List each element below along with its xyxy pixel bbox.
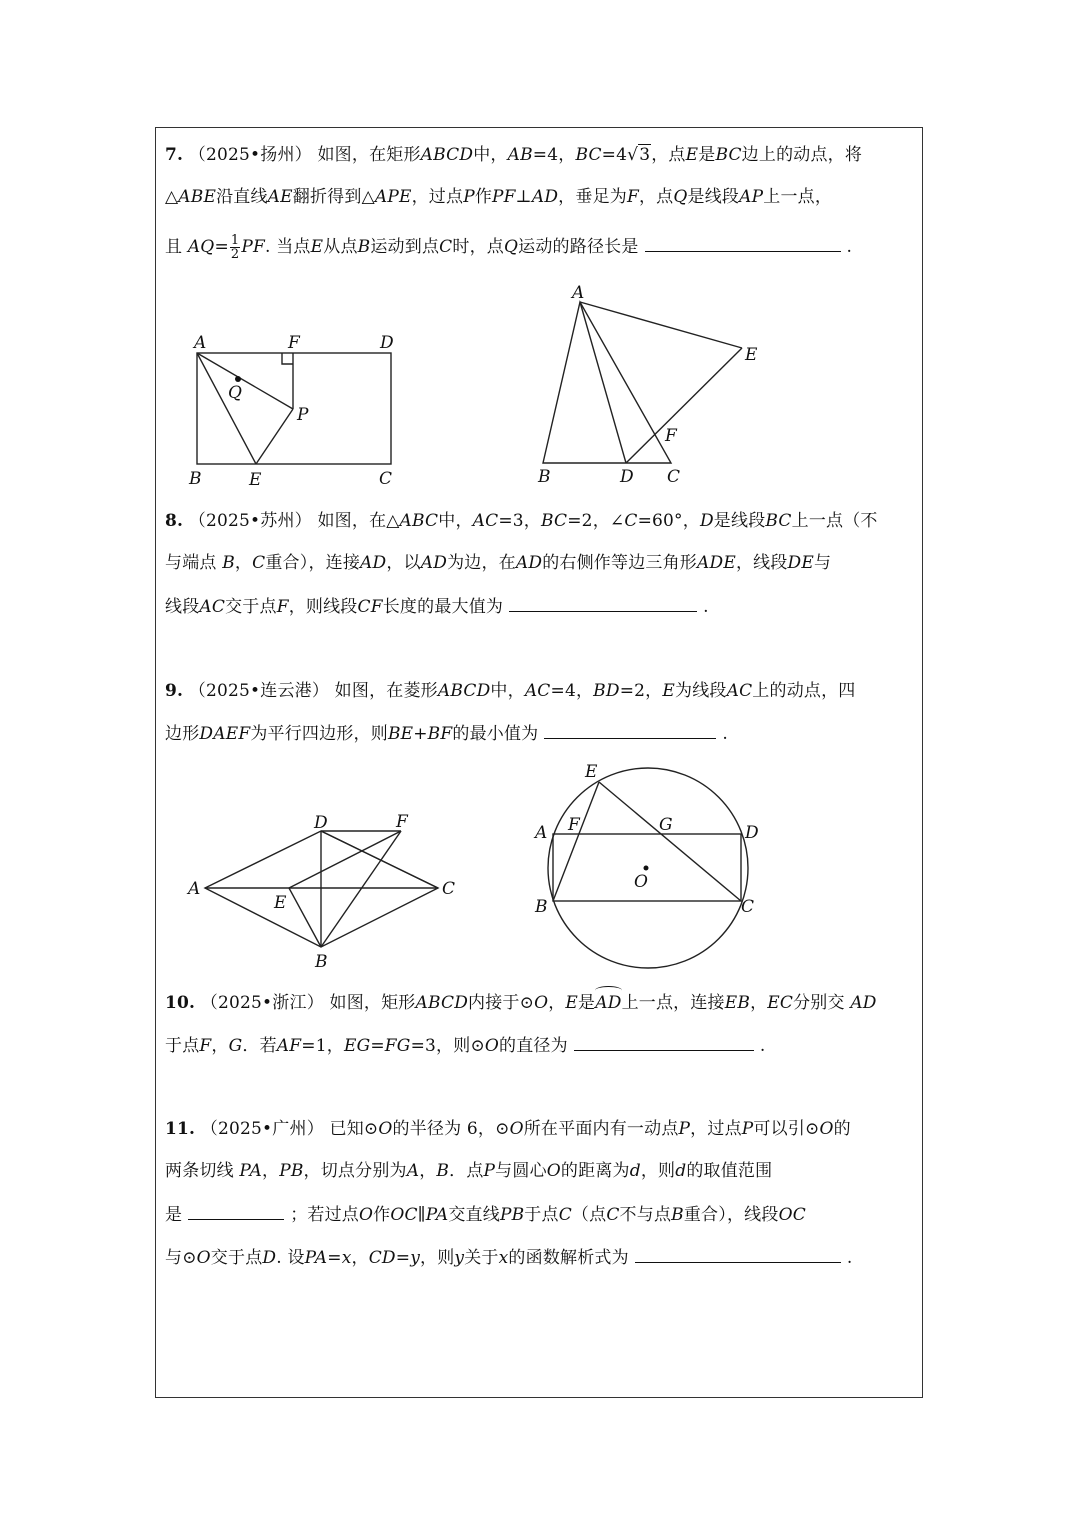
q10-text: 是 xyxy=(578,993,596,1013)
q10-text: 的直径为 xyxy=(499,1036,568,1056)
q11-text: P xyxy=(483,1161,496,1181)
q7-text: ，过点 xyxy=(411,187,464,207)
q9-label-C: C xyxy=(442,879,456,899)
q8-text: AD xyxy=(420,553,448,573)
q9-label-A: A xyxy=(188,879,201,899)
q7-text: 是 xyxy=(698,145,716,165)
q11-text: A xyxy=(406,1161,420,1181)
q10-text: ， xyxy=(750,993,768,1013)
q8-label-F: F xyxy=(665,426,677,446)
q7-text: =4 xyxy=(601,145,628,165)
q11-text: 的取值范围 xyxy=(686,1161,773,1181)
q7-text: . xyxy=(846,237,853,257)
q11-text: B xyxy=(671,1205,684,1225)
q11-text: OC xyxy=(778,1205,806,1225)
q11-text: D xyxy=(262,1248,277,1268)
q7-text: E xyxy=(685,145,699,165)
q7-text: C xyxy=(439,237,453,257)
q7-text: PF xyxy=(241,237,266,257)
q7-text: . 当点 xyxy=(265,237,311,257)
q11-text: 于点 xyxy=(524,1205,559,1225)
q10-figure-background xyxy=(535,760,760,970)
q11-text: O xyxy=(378,1119,393,1139)
q10-label-A: A xyxy=(535,823,548,843)
q11-text: ；若过点 xyxy=(290,1205,360,1225)
q10-text: F xyxy=(199,1036,212,1056)
q7-text: E xyxy=(310,237,324,257)
q11-text: 的 xyxy=(833,1119,851,1139)
q11-line-3 xyxy=(165,1203,806,1226)
q9-text: BE+BF xyxy=(387,724,453,744)
q10-label-O: O xyxy=(634,872,648,892)
q11-text: 的半径为 6，⊙ xyxy=(392,1119,510,1139)
q7-text: 中， xyxy=(473,145,508,165)
q11-text: O xyxy=(509,1119,524,1139)
q11-text: C xyxy=(558,1205,572,1225)
q7-text: 上一点， xyxy=(763,187,833,207)
q10-label-F: F xyxy=(568,815,580,835)
q8-text: 与 xyxy=(814,553,832,573)
q9-text: 如图，在菱形 xyxy=(334,681,438,701)
q7-label-A: A xyxy=(194,333,207,353)
q10-line-2 xyxy=(165,1034,765,1057)
q11-text: P xyxy=(741,1119,754,1139)
q10-segment-EB xyxy=(553,782,599,901)
q7-text: AD xyxy=(531,187,559,207)
q8-text: AC xyxy=(472,511,499,531)
q10-text: 于点 xyxy=(165,1036,200,1056)
q8-text: ， xyxy=(234,553,253,573)
q11-text: PA xyxy=(239,1161,262,1181)
q10-text: 分别交 xyxy=(793,993,845,1013)
q8-text: CF xyxy=(357,597,383,617)
q10-text: ABCD xyxy=(415,993,469,1013)
q11-text: 两条切线 xyxy=(165,1161,234,1181)
q8-text: ADE xyxy=(697,553,736,573)
q7-label-F: F xyxy=(288,333,300,353)
q11-text: B xyxy=(436,1161,450,1181)
q9-text: =4， xyxy=(550,681,594,701)
q9-text: BD xyxy=(593,681,620,701)
q11-text: ， xyxy=(261,1161,280,1181)
q10-text: 上一点，连接 xyxy=(621,993,725,1013)
q8-text: AC xyxy=(199,597,226,617)
q10-text: EG xyxy=(343,1036,371,1056)
q11-text: 可以引⊙ xyxy=(753,1119,820,1139)
q11-text: 不与点 xyxy=(619,1205,672,1225)
q10-text: =3，则⊙ xyxy=(410,1036,485,1056)
q7-text: 运动的路径长是 xyxy=(518,237,639,257)
q7-text: Q xyxy=(673,187,688,207)
q8-text: ，以 xyxy=(386,553,421,573)
q11-text: 重合），线段 xyxy=(683,1205,779,1225)
q7-fraction-numerator: 1 xyxy=(230,233,240,248)
q9-text: 上的动点，四 xyxy=(752,681,856,701)
q11-text: 与⊙ xyxy=(165,1248,197,1268)
q8-text: =60°， xyxy=(637,511,700,531)
q10-text: = xyxy=(370,1036,385,1056)
q8-text: 如图，在△ xyxy=(317,511,400,531)
q11-text: 已知⊙ xyxy=(329,1119,379,1139)
q11-text: ，则 xyxy=(420,1248,455,1268)
q9-text: =2， xyxy=(619,681,663,701)
q8-text: ，则线段 xyxy=(288,597,358,617)
q8-label-B: B xyxy=(538,467,551,487)
q10-label-B: B xyxy=(535,897,548,917)
q9-label-B: B xyxy=(315,952,328,972)
q11-text: 的函数解析式为 xyxy=(508,1248,629,1268)
q9-number: 9. xyxy=(165,681,184,701)
q7-text: 翻折得到△ xyxy=(292,187,375,207)
q11-text: x xyxy=(498,1248,509,1268)
q9-text: DAEF xyxy=(199,724,251,744)
q7-text: 是线段 xyxy=(687,187,740,207)
q11-text: 关于 xyxy=(464,1248,499,1268)
q11-text: PA xyxy=(304,1248,328,1268)
q7-text: B xyxy=(357,237,371,257)
q8-text: F xyxy=(276,597,289,617)
q7-label-E: E xyxy=(249,470,262,490)
q7-text: 沿直线 xyxy=(216,187,268,207)
q7-label-C: C xyxy=(379,469,393,489)
q7-text: PF xyxy=(492,187,516,207)
q11-line-2 xyxy=(165,1160,772,1182)
q7-text: ABCD xyxy=(420,145,474,165)
q11-text: O xyxy=(359,1205,374,1225)
q11-line-4 xyxy=(165,1246,852,1269)
q8-text: =2，∠ xyxy=(567,511,625,531)
q8-text: 是线段 xyxy=(713,511,766,531)
q10-source: （2025•浙江） xyxy=(200,993,324,1013)
q10-text: O xyxy=(484,1036,500,1056)
q11-text: O xyxy=(196,1248,211,1268)
q11-source: （2025•广州） xyxy=(200,1119,324,1139)
q9-text: 中， xyxy=(490,681,525,701)
q11-text: ∥ xyxy=(417,1205,426,1225)
q10-text: . xyxy=(759,1036,766,1056)
q11-text: d xyxy=(675,1161,687,1181)
q10-segment-EC xyxy=(599,782,741,901)
q7-text: 从点 xyxy=(323,237,358,257)
q10-text: G xyxy=(228,1036,243,1056)
q10-answer-blank[interactable] xyxy=(574,1034,754,1051)
q7-text: F xyxy=(626,187,639,207)
q10-text: E xyxy=(565,993,579,1013)
q11-text: = xyxy=(327,1248,342,1268)
q7-text: △ xyxy=(165,187,179,207)
q8-label-D: D xyxy=(620,467,634,487)
q7-text: 且 xyxy=(165,237,183,257)
q7-line-1: 7. （2025•扬州） 如图，在矩形ABCD中，AB=4，BC=4√3，点E是BC边上的动点，将 xyxy=(165,145,863,165)
q11-text: 作 xyxy=(373,1205,391,1225)
q7-sqrt: 3 xyxy=(639,145,651,165)
q11-text: PB xyxy=(499,1205,525,1225)
q8-text: 长度的最大值为 xyxy=(382,597,504,617)
q8-text: 线段 xyxy=(165,597,200,617)
q10-label-E: E xyxy=(585,762,598,782)
q11-text: ， xyxy=(351,1248,369,1268)
q7-text: =4， xyxy=(532,145,576,165)
q7-text: Q xyxy=(504,237,519,257)
q9-label-E: E xyxy=(274,893,287,913)
q11-text: . xyxy=(846,1248,853,1268)
q11-text: ．点 xyxy=(449,1161,484,1181)
q8-text: 的右侧作等边三角形 xyxy=(542,553,698,573)
q8-text: DE xyxy=(787,553,814,573)
q7-text: ，点 xyxy=(638,187,674,207)
q8-text: . xyxy=(703,597,709,617)
q9-text: . xyxy=(722,724,728,744)
q7-text: ，点 xyxy=(651,145,686,165)
q10-label-G: G xyxy=(659,815,673,835)
q10-arc-AD: AD xyxy=(595,993,622,1013)
q8-text: 上一点（不 xyxy=(791,511,878,531)
q8-label-A: A xyxy=(572,283,585,303)
q11-text: 是 xyxy=(165,1205,183,1225)
q10-text: AD xyxy=(850,993,877,1013)
q7-text: BC xyxy=(575,145,602,165)
q8-text: AD xyxy=(360,553,387,573)
q11-text: O xyxy=(819,1119,834,1139)
q11-text: C xyxy=(606,1205,620,1225)
q8-text: AD xyxy=(515,553,543,573)
q10-text: =1， xyxy=(301,1036,344,1056)
q11-line-1 xyxy=(165,1118,851,1140)
q8-text: BC xyxy=(541,511,568,531)
q11-text: x xyxy=(341,1248,352,1268)
q7-text: ，垂足为 xyxy=(558,187,627,207)
q11-text: 的距离为 xyxy=(560,1161,630,1181)
q9-source: （2025•连云港） xyxy=(188,681,330,701)
q7-text: AP xyxy=(739,187,764,207)
q7-text: AQ xyxy=(187,237,215,257)
q10-text: ， xyxy=(211,1036,229,1056)
q10-label-D: D xyxy=(745,823,759,843)
q8-text: BC xyxy=(765,511,792,531)
q11-number: 11. xyxy=(165,1119,196,1139)
q11-text: 交直线 xyxy=(448,1205,500,1225)
q10-point-O xyxy=(644,866,649,871)
q7-text: AE xyxy=(267,187,293,207)
q11-text: ，切点分别为 xyxy=(303,1161,407,1181)
q10-text: EB xyxy=(724,993,751,1013)
q10-text: EC xyxy=(767,993,794,1013)
q11-text: ， xyxy=(419,1161,437,1181)
q7-text: ABE xyxy=(178,187,217,207)
q10-number: 10. xyxy=(165,993,196,1013)
q11-text: ，过点 xyxy=(690,1119,742,1139)
q11-text: d xyxy=(629,1161,641,1181)
q7-text: APE xyxy=(374,187,412,207)
q7-text: AB xyxy=(507,145,533,165)
q7-text: ⊥ xyxy=(515,187,532,207)
q11-text: y xyxy=(410,1248,420,1268)
q10-text: AF xyxy=(276,1036,302,1056)
q9-label-D: D xyxy=(314,813,328,833)
q11-answer-blank-2[interactable] xyxy=(635,1246,841,1263)
q7-label-P: P xyxy=(297,405,309,425)
q11-text: OC xyxy=(390,1205,418,1225)
q11-text: （点 xyxy=(571,1205,607,1225)
q8-text: D xyxy=(699,511,714,531)
q7-number: 7. xyxy=(165,145,184,165)
q9-text: E xyxy=(662,681,675,701)
q10-text: 如图，矩形 xyxy=(329,993,416,1013)
q8-text: =3， xyxy=(498,511,542,531)
q11-text: PA xyxy=(425,1205,449,1225)
q8-source: （2025•苏州） xyxy=(188,511,312,531)
q7-label-D: D xyxy=(380,333,394,353)
q9-text: AC xyxy=(524,681,551,701)
q7-text: 运动到点 xyxy=(370,237,440,257)
q8-text: 中， xyxy=(438,511,473,531)
q10-text: ， xyxy=(548,993,566,1013)
q7-source: （2025•扬州） xyxy=(188,145,312,165)
q8-text: ，线段 xyxy=(735,553,788,573)
q8-text: 与端点 xyxy=(165,553,217,573)
q9-text: 为平行四边形，则 xyxy=(250,724,388,744)
q7-label-B: B xyxy=(189,469,202,489)
q7-text: 边上的动点，将 xyxy=(741,145,863,165)
q11-text: . 设 xyxy=(276,1248,305,1268)
q7-fraction-denominator: 2 xyxy=(230,247,240,262)
q8-text: 为边，在 xyxy=(447,553,516,573)
q8-text: ABC xyxy=(399,511,439,531)
q9-text: 边形 xyxy=(165,724,200,744)
q7-text: P xyxy=(463,187,475,207)
q9-text: ABCD xyxy=(437,681,491,701)
q11-text: P xyxy=(678,1119,691,1139)
q10-text: ．若 xyxy=(242,1036,277,1056)
q10-line-1 xyxy=(165,992,877,1014)
q11-text: 交于点 xyxy=(210,1248,263,1268)
q11-text: 与圆心 xyxy=(495,1161,547,1181)
q8-text: C xyxy=(252,553,266,573)
q9-label-F: F xyxy=(396,812,408,832)
q11-text: O xyxy=(546,1161,561,1181)
q8-text: 重合），连接 xyxy=(265,553,361,573)
q8-label-C: C xyxy=(667,467,681,487)
q9-text: 的最小值为 xyxy=(452,724,539,744)
q7-label-Q: Q xyxy=(228,383,242,403)
q11-text: PB xyxy=(279,1161,304,1181)
q8-number: 8. xyxy=(165,511,184,531)
q8-text: B xyxy=(222,553,235,573)
q11-text: 所在平面内有一动点 xyxy=(523,1119,679,1139)
q7-text: 时，点 xyxy=(452,237,504,257)
q10-text: FG xyxy=(384,1036,411,1056)
q7-text: = xyxy=(214,237,229,257)
q7-text: 如图，在矩形 xyxy=(317,145,421,165)
q11-text: y xyxy=(454,1248,465,1268)
q9-text: 为线段 xyxy=(675,681,727,701)
q9-text: AC xyxy=(726,681,753,701)
q8-label-E: E xyxy=(745,345,758,365)
q11-answer-blank-1[interactable] xyxy=(188,1203,284,1220)
q11-text: CD xyxy=(368,1248,396,1268)
q10-text: 内接于⊙ xyxy=(468,993,535,1013)
q10-text: O xyxy=(534,993,549,1013)
q10-label-C: C xyxy=(741,897,755,917)
q8-text: 交于点 xyxy=(225,597,277,617)
q11-text: ，则 xyxy=(640,1161,676,1181)
q7-text: 作 xyxy=(474,187,493,207)
q8-text: C xyxy=(624,511,638,531)
q11-text: = xyxy=(395,1248,411,1268)
q7-text: BC xyxy=(715,145,742,165)
